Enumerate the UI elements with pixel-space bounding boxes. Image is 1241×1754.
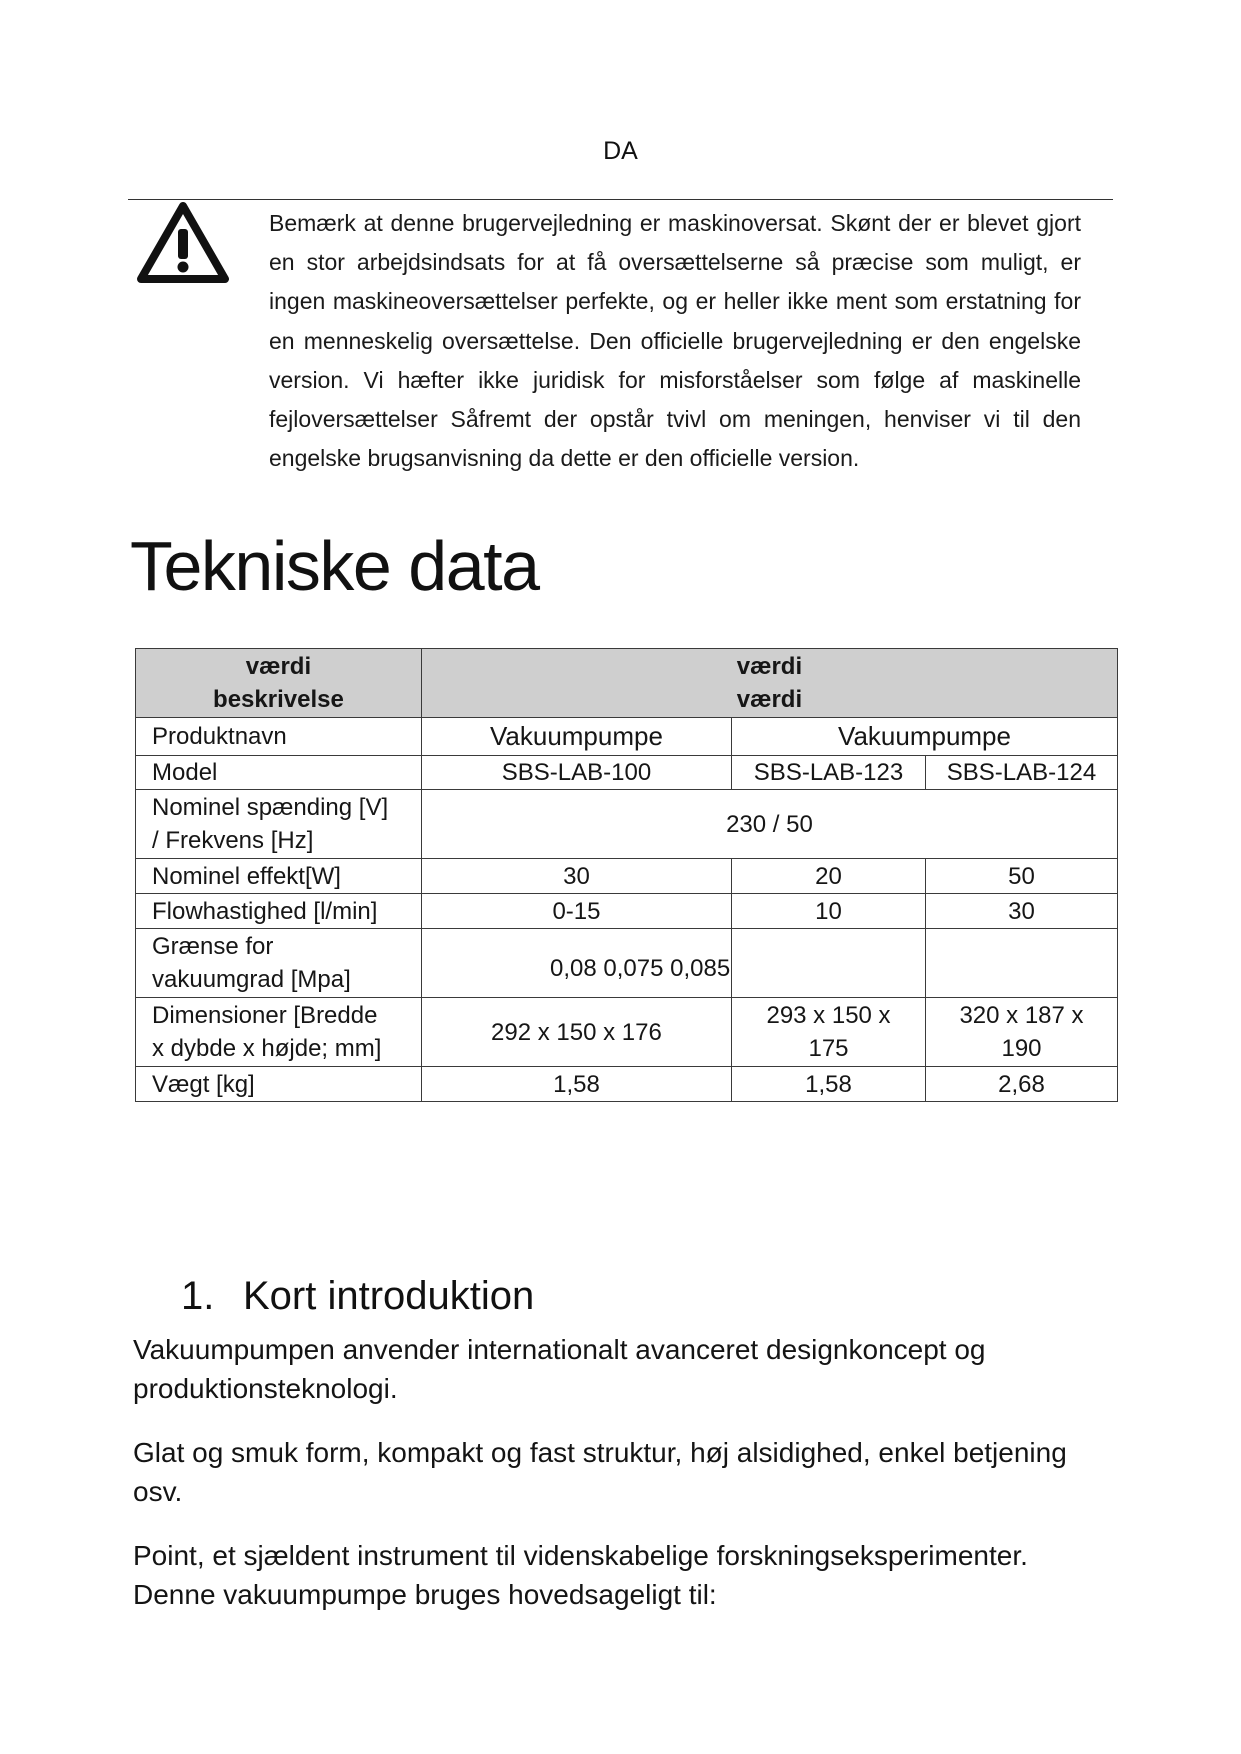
flow-cell: 0-15 (421, 894, 731, 929)
dimensions-cell (732, 998, 926, 1067)
language-code: DA (603, 137, 638, 165)
vacuum-values-text: 0,08 0,075 0,085 (550, 955, 731, 982)
row-label-line2: x dybde x højde; mm] (152, 1035, 382, 1062)
page-title: Tekniske data (130, 527, 539, 605)
row-label (136, 998, 422, 1067)
table-row (136, 1067, 1118, 1102)
flow-cell: 30 (926, 894, 1118, 929)
section-number: 1. (181, 1274, 215, 1318)
intro-paragraph: Point, et sjældent instrument til videnskabelige forskningseksperimenter. Denne vakuumpumpe bruges hovedsageligt til: (133, 1540, 1028, 1610)
weight-cell: 1,58 (421, 1067, 731, 1102)
power-cell: 30 (421, 859, 731, 894)
flow-cell: 10 (732, 894, 926, 929)
dimensions-cell (926, 998, 1118, 1067)
vacuum-cell (732, 929, 926, 998)
row-label: Produktnavn (136, 718, 422, 756)
table-row (136, 790, 1118, 859)
row-label (136, 790, 422, 859)
row-label: Nominel effekt[W] (136, 859, 422, 894)
weight-cell: 1,58 (732, 1067, 926, 1102)
vacuum-cell (926, 929, 1118, 998)
section-heading-intro (181, 1272, 534, 1320)
row-label: Vægt [kg] (136, 1067, 422, 1102)
row-label-line2: / Frekvens [Hz] (152, 827, 314, 854)
header-cell-description (136, 649, 422, 718)
row-label-line1: Grænse for (152, 933, 274, 960)
power-cell: 50 (926, 859, 1118, 894)
header-cell-value (421, 649, 1117, 718)
model-cell: SBS-LAB-124 (926, 756, 1118, 790)
table-header-row (136, 649, 1118, 718)
dimensions-cell: 292 x 150 x 176 (421, 998, 731, 1067)
warning-triangle-icon (136, 201, 230, 285)
technical-data-table (135, 648, 1118, 1102)
model-cell: SBS-LAB-100 (421, 756, 731, 790)
table-row (136, 894, 1118, 929)
power-cell: 20 (732, 859, 926, 894)
table-row (136, 998, 1118, 1067)
header-left-line2: beskrivelse (213, 686, 344, 713)
row-label (136, 929, 422, 998)
voltage-cell: 230 / 50 (421, 790, 1117, 859)
product-name-cell: Vakuumpumpe (732, 718, 1118, 756)
intro-paragraph: Vakuumpumpen anvender internationalt avanceret designkoncept og produktionsteknologi. (133, 1334, 986, 1404)
table-row (136, 859, 1118, 894)
dimensions-line1: 320 x 187 x (959, 1002, 1084, 1029)
dimensions-line2: 175 (808, 1035, 849, 1062)
row-label-line2: vakuumgrad [Mpa] (152, 966, 351, 993)
row-label: Flowhastighed [l/min] (136, 894, 422, 929)
weight-cell: 2,68 (926, 1067, 1118, 1102)
row-label-line1: Nominel spænding [V] (152, 794, 389, 821)
model-cell: SBS-LAB-123 (732, 756, 926, 790)
header-right-line1: værdi (736, 653, 803, 680)
header-divider (128, 199, 1113, 200)
header-right-line2: værdi (736, 686, 803, 713)
dimensions-line1: 293 x 150 x (766, 1002, 891, 1029)
product-name-cell: Vakuumpumpe (421, 718, 731, 756)
machine-translation-notice: Bemærk at denne brugervejledning er maskinoversat. Skønt der er blevet gjort en stor arbejdsindsats for at få oversættelserne så præcise som muligt, er ingen maskineoversættelser perfekte, og er heller ikke ment som erstatning for en menneskelig oversættelse. Den officielle brugervejledning er den engelske version. Vi hæfter ikke juridisk for misforståelser som følge af maskinelle fejloversættelser Såfremt der opstår tvivl om meningen, henviser vi til den engelske brugsanvisning da dette er den officielle version. (269, 210, 1081, 472)
table-row (136, 756, 1118, 790)
table-row (136, 718, 1118, 756)
section-title: Kort introduktion (243, 1274, 535, 1318)
row-label: Model (136, 756, 422, 790)
intro-paragraph: Glat og smuk form, kompakt og fast struktur, høj alsidighed, enkel betjening osv. (133, 1437, 1067, 1507)
dimensions-line2: 190 (1001, 1035, 1042, 1062)
row-label-line1: Dimensioner [Bredde (152, 1002, 378, 1029)
header-left-line1: værdi (245, 653, 312, 680)
